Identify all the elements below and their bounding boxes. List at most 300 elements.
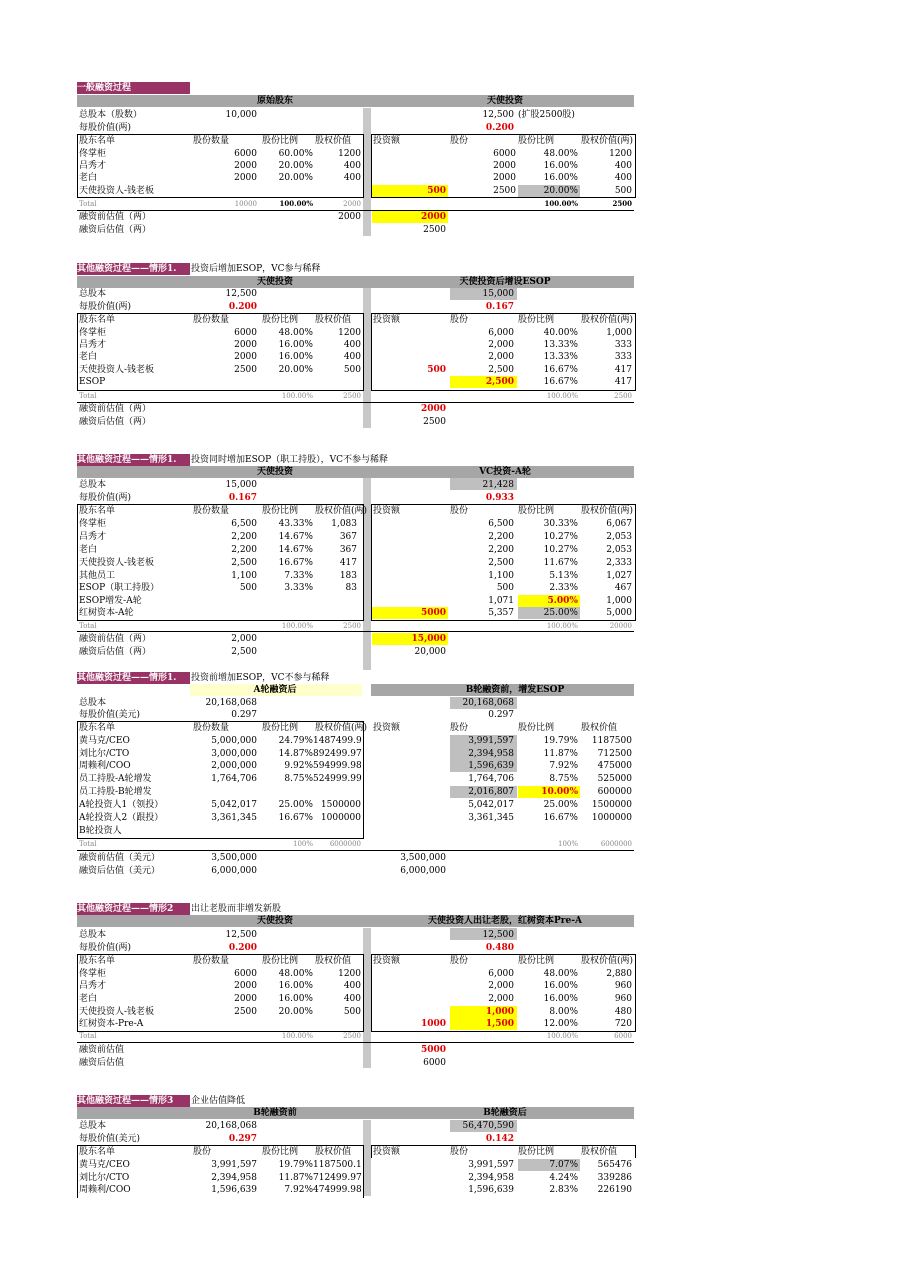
right-price: 0.200 xyxy=(485,123,514,133)
table-row-sh: 2,200 xyxy=(488,532,514,542)
section-tag: 其他融资过程——情形3 xyxy=(77,1095,190,1107)
col-val: 股权价值 xyxy=(315,1147,352,1157)
col-name: 股东名单 xyxy=(79,956,116,966)
table-row-name: A轮投资人1（领投） xyxy=(79,800,164,810)
table-row-pct2: 16.00% xyxy=(543,981,578,991)
table-row-pct2: 16.67% xyxy=(543,813,578,823)
col-pct: 股份比例 xyxy=(262,956,299,966)
table-row-qty: 3,361,345 xyxy=(211,813,257,823)
post-valuation-label: 融资后估值（两） xyxy=(79,225,152,235)
left-shares: 10,000 xyxy=(225,110,257,120)
pre-valuation: 3,500,000 xyxy=(400,853,446,863)
table-row-pct2: 20.00% xyxy=(543,186,578,196)
table-row-val2: 226190 xyxy=(597,1185,632,1195)
table-row-sh: 2,394,958 xyxy=(468,1173,514,1183)
col-pct2: 股份比例 xyxy=(518,723,555,733)
table-row-qty: 2,200 xyxy=(231,532,257,542)
table-row-val2: 525000 xyxy=(597,774,632,784)
col-sh: 股份 xyxy=(450,506,469,516)
table-row-pct2: 16.67% xyxy=(543,377,578,387)
table-row-name: 老白 xyxy=(79,994,98,1004)
post-valuation-left: 6,000,000 xyxy=(211,866,257,876)
total-label: Total xyxy=(79,200,97,208)
table-row-name: 黄马克/CEO xyxy=(79,736,130,746)
table-row-name: 老白 xyxy=(79,352,98,362)
pre-valuation: 5000 xyxy=(420,1045,446,1055)
table-row-val2: 400 xyxy=(614,173,632,183)
col-inv: 投资额 xyxy=(373,136,401,146)
table-row-name: ESOP增发-A轮 xyxy=(79,596,142,606)
table-row-inv: 500 xyxy=(427,365,446,375)
table-row-val: 417 xyxy=(339,558,357,568)
shares-label: 总股本 xyxy=(79,480,107,490)
total-label: Total xyxy=(79,392,97,400)
table-row-qty: 2000 xyxy=(234,352,257,362)
left-title: 天使投资 xyxy=(256,467,293,477)
divider xyxy=(77,850,634,851)
table-row-name: 天使投资人-钱老板 xyxy=(79,186,155,196)
table-row-qty: 2000 xyxy=(234,161,257,171)
table-row-pct2: 8.00% xyxy=(549,1007,578,1017)
table-row-pct2: 25.00% xyxy=(543,608,578,618)
pre-valuation: 15,000 xyxy=(411,634,446,644)
right-shares: 21,428 xyxy=(482,480,514,490)
table-row-pct: 7.92% xyxy=(284,1185,313,1195)
col-pct: 股份比例 xyxy=(262,723,299,733)
section-desc: 投资同时增加ESOP（职工持股），VC不参与稀释 xyxy=(191,455,389,465)
table-row-sh: 2,000 xyxy=(488,340,514,350)
col-qty: 股份数量 xyxy=(193,315,230,325)
total-pct: 100.00% xyxy=(281,392,313,400)
table-row-qty: 3,000,000 xyxy=(211,749,257,759)
table-row-pct2: 16.00% xyxy=(543,994,578,1004)
col-pct2: 股份比例 xyxy=(518,136,555,146)
table-row-pct: 16.67% xyxy=(278,813,313,823)
table-row-val: 400 xyxy=(343,340,361,350)
col-pct2: 股份比例 xyxy=(518,315,555,325)
table-row-pct: 24.79% xyxy=(278,736,313,746)
pre-valuation-label: 融资前估值（美元） xyxy=(79,853,161,863)
col-pct2: 股份比例 xyxy=(518,956,555,966)
table-row-sh: 1,071 xyxy=(488,596,514,606)
table-row-pct2: 13.33% xyxy=(543,340,578,350)
table-row-val2: 960 xyxy=(614,994,632,1004)
col-pct: 股份比例 xyxy=(262,136,299,146)
col-sh: 股份 xyxy=(450,956,469,966)
table-row-val2: 2,333 xyxy=(606,558,632,568)
table-row-pct: 48.00% xyxy=(278,328,313,338)
pre-valuation: 2000 xyxy=(420,212,446,222)
table-row-sh: 3,991,597 xyxy=(468,1160,514,1170)
table-row-sh: 6000 xyxy=(493,149,516,159)
col-pct2: 股份比例 xyxy=(518,1147,555,1157)
table-row-val2: 720 xyxy=(614,1019,632,1029)
table-row-val2: 467 xyxy=(614,583,632,593)
table-row-pct2: 4.24% xyxy=(549,1173,578,1183)
table-row-pct2: 2.83% xyxy=(549,1185,578,1195)
table-row-qty: 2,394,958 xyxy=(211,1173,257,1183)
section-tag: 其他融资过程——情形1. xyxy=(77,672,190,684)
table-row-qty: 2,200 xyxy=(231,545,257,555)
table-row-pct2: 5.13% xyxy=(549,571,578,581)
left-title: B轮融资前 xyxy=(253,1108,297,1118)
total-pct2: 100.00% xyxy=(546,622,578,630)
table-row-pct2: 11.87% xyxy=(543,749,578,759)
right-shares: 20,168,068 xyxy=(462,698,514,708)
price-label: 每股价值(两) xyxy=(79,493,132,503)
col-val2: 股权价值(两) xyxy=(581,956,634,966)
table-row-val2: 339286 xyxy=(597,1173,632,1183)
table-row-val: 400 xyxy=(343,994,361,1004)
post-valuation: 6000 xyxy=(423,1058,446,1068)
table-row-val: 400 xyxy=(343,173,361,183)
left-title: A轮融资后 xyxy=(253,685,297,695)
left-shares: 20,168,068 xyxy=(205,698,257,708)
total-val2: 20000 xyxy=(609,622,632,630)
post-valuation-left: 2,500 xyxy=(231,647,257,657)
right-price: 0.167 xyxy=(485,302,514,312)
table-row-val2: 565476 xyxy=(597,1160,632,1170)
table-row-val2: 1,000 xyxy=(606,596,632,606)
table-row-val: 1200 xyxy=(338,149,361,159)
table-row-qty: 1,764,706 xyxy=(211,774,257,784)
table-row-sh: 1,000 xyxy=(485,1007,514,1017)
table-row-name: 佟掌柜 xyxy=(79,519,107,529)
col-name: 股东名单 xyxy=(79,723,116,733)
table-row-name: ESOP xyxy=(79,377,106,387)
table-row-pct: 20.00% xyxy=(278,1007,313,1017)
table-row-name: 吕秀才 xyxy=(79,161,107,171)
post-valuation: 6,000,000 xyxy=(400,866,446,876)
col-sh: 股份 xyxy=(450,723,469,733)
total-pct: 100.00% xyxy=(279,199,313,208)
total-val: 6000000 xyxy=(329,840,361,848)
col-val2: 股权价值(两) xyxy=(581,315,634,325)
column-gap xyxy=(363,108,371,236)
table-row-inv: 500 xyxy=(427,186,446,196)
column-gap xyxy=(363,288,371,428)
total-val: 2500 xyxy=(343,622,361,630)
price-label: 每股价值(两) xyxy=(79,302,132,312)
table-row-name: 吕秀才 xyxy=(79,981,107,991)
table-row-sh: 2000 xyxy=(493,173,516,183)
table-row-val: 400 xyxy=(343,161,361,171)
table-row-pct2: 7.92% xyxy=(549,761,578,771)
table-row-qty: 6000 xyxy=(234,328,257,338)
right-price: 0.297 xyxy=(488,710,514,720)
table-row-pct: 14.67% xyxy=(278,532,313,542)
table-row-qty: 2000 xyxy=(234,340,257,350)
total-pct: 100.00% xyxy=(281,622,313,630)
table-row-name: 周赖利/COO xyxy=(79,1185,131,1195)
divider xyxy=(77,1042,634,1043)
table-row-name: B轮投资人 xyxy=(79,826,122,836)
table-row-sh: 1,100 xyxy=(488,571,514,581)
pre-valuation-label: 融资前估值（两） xyxy=(79,212,152,222)
col-pct: 股份比例 xyxy=(262,1147,299,1157)
right-shares: 15,000 xyxy=(482,289,514,299)
pre-valuation-left: 2000 xyxy=(338,212,361,222)
table-row-val: 367 xyxy=(339,545,357,555)
post-valuation-label: 融资后估值 xyxy=(79,1058,125,1068)
table-row-sh: 2000 xyxy=(493,161,516,171)
table-row-val2: 475000 xyxy=(597,761,632,771)
col-sh: 股份 xyxy=(450,315,469,325)
total-val: 2000 xyxy=(343,200,361,208)
total-label: Total xyxy=(79,622,97,630)
table-row-name: 其他员工 xyxy=(79,571,116,581)
table-row-name: 员工持股-A轮增发 xyxy=(79,774,152,784)
table-row-val: 524999.99 xyxy=(313,774,362,784)
table-row-val2: 2,880 xyxy=(606,969,632,979)
table-row-sh: 1,764,706 xyxy=(468,774,514,784)
table-row-val: 1200 xyxy=(338,328,361,338)
right-title: VC投资-A轮 xyxy=(479,467,531,477)
table-row-sh: 2,000 xyxy=(488,352,514,362)
left-price: 0.200 xyxy=(228,302,257,312)
table-row-val: 367 xyxy=(339,532,357,542)
total-pct2: 100% xyxy=(557,840,578,848)
table-row-val: 1,083 xyxy=(331,519,357,529)
shares-label: 总股本 xyxy=(79,698,107,708)
right-title: 天使投资 xyxy=(486,96,523,106)
section-tag: 其他融资过程——情形1. xyxy=(77,263,190,275)
table-row-qty: 2000 xyxy=(234,981,257,991)
right-price: 0.480 xyxy=(485,943,514,953)
shares-label: 总股本 xyxy=(79,289,107,299)
table-row-pct: 19.79% xyxy=(278,1160,313,1170)
left-shares: 12,500 xyxy=(225,930,257,940)
table-row-val2: 417 xyxy=(614,377,632,387)
left-shares: 12,500 xyxy=(225,289,257,299)
table-row-qty: 5,042,017 xyxy=(211,800,257,810)
table-row-name: 吕秀才 xyxy=(79,532,107,542)
price-label: 每股价值(美元) xyxy=(79,710,141,720)
right-price: 0.142 xyxy=(485,1134,514,1144)
post-valuation-label: 融资后估值（两） xyxy=(79,417,152,427)
col-pct2: 股份比例 xyxy=(518,506,555,516)
col-val: 股权价值 xyxy=(315,956,352,966)
col-name: 股东名单 xyxy=(79,1147,116,1157)
table-row-pct: 16.00% xyxy=(278,994,313,1004)
left-shares: 15,000 xyxy=(225,480,257,490)
table-row-name: 老白 xyxy=(79,173,98,183)
col-sh: 股份 xyxy=(450,1147,469,1157)
col-val2: 股权价值 xyxy=(581,1147,618,1157)
table-row-sh: 5,042,017 xyxy=(468,800,514,810)
table-row-pct2: 2.33% xyxy=(549,583,578,593)
post-valuation: 2500 xyxy=(423,225,446,235)
table-row-pct2: 19.79% xyxy=(543,736,578,746)
table-row-val2: 600000 xyxy=(597,787,632,797)
table-row-qty: 2,000,000 xyxy=(211,761,257,771)
table-row-pct: 60.00% xyxy=(278,149,313,159)
table-row-qty: 2500 xyxy=(234,365,257,375)
section-desc: 出让老股而非增发新股 xyxy=(191,904,282,914)
table-row-pct2: 10.27% xyxy=(543,532,578,542)
table-row-sh: 2,000 xyxy=(488,981,514,991)
table-row-val: 1000000 xyxy=(320,813,361,823)
table-row-qty: 1,100 xyxy=(231,571,257,581)
table-row-pct: 20.00% xyxy=(278,173,313,183)
table-row-qty: 2000 xyxy=(234,173,257,183)
section-tag: 一般融资过程 xyxy=(77,82,190,94)
table-row-inv: 1000 xyxy=(420,1019,446,1029)
table-row-name: 佟掌柜 xyxy=(79,149,107,159)
table-row-sh: 2,394,958 xyxy=(468,749,514,759)
right-shares-note: (扩股2500股) xyxy=(518,110,575,120)
left-price: 0.167 xyxy=(228,493,257,503)
table-row-name: 刘比尔/CTO xyxy=(79,749,130,759)
table-row-name: A轮投资人2（跟投） xyxy=(79,813,164,823)
pre-valuation-label: 融资前估值 xyxy=(79,1045,125,1055)
table-row-qty: 2500 xyxy=(234,1007,257,1017)
table-row-sh: 2,500 xyxy=(488,365,514,375)
table-row-val: 183 xyxy=(339,571,357,581)
table-row-val2: 1500000 xyxy=(591,800,632,810)
table-row-pct: 14.67% xyxy=(278,545,313,555)
col-val: 股权价值 xyxy=(315,315,352,325)
left-price: 0.297 xyxy=(228,1134,257,1144)
table-row-val: 594999.98 xyxy=(313,761,362,771)
table-row-name: 黄马克/CEO xyxy=(79,1160,130,1170)
table-row-val2: 6,067 xyxy=(606,519,632,529)
section-desc: 投资后增加ESOP，VC参与稀释 xyxy=(191,264,321,274)
shares-label: 总股本（股数） xyxy=(79,110,143,120)
table-row-val: 500 xyxy=(343,1007,361,1017)
table-row-sh: 2,016,807 xyxy=(468,787,514,797)
total-qty: 10000 xyxy=(234,200,257,208)
col-qty: 股份 xyxy=(193,1147,212,1157)
total-pct2: 100.00% xyxy=(544,199,578,208)
table-row-val: 500 xyxy=(343,365,361,375)
table-row-val2: 960 xyxy=(614,981,632,991)
table-row-val: 1200 xyxy=(338,969,361,979)
total-label: Total xyxy=(79,840,97,848)
total-val: 2500 xyxy=(343,1032,361,1040)
col-name: 股东名单 xyxy=(79,506,116,516)
table-row-pct2: 7.07% xyxy=(549,1160,578,1170)
table-row-pct: 20.00% xyxy=(278,161,313,171)
table-row-val2: 1,000 xyxy=(606,328,632,338)
table-row-pct: 43.33% xyxy=(278,519,313,529)
table-row-sh: 1,596,639 xyxy=(468,761,514,771)
table-row-val2: 2,053 xyxy=(606,532,632,542)
table-row-pct2: 48.00% xyxy=(543,969,578,979)
table-row-pct: 20.00% xyxy=(278,365,313,375)
left-title: 天使投资 xyxy=(256,916,293,926)
table-row-sh: 5,357 xyxy=(488,608,514,618)
table-row-name: 天使投资人-钱老板 xyxy=(79,1007,155,1017)
col-sh: 股份 xyxy=(450,136,469,146)
table-row-val: 712499.97 xyxy=(313,1173,362,1183)
table-row-name: 天使投资人-钱老板 xyxy=(79,365,155,375)
left-price: 0.297 xyxy=(231,710,257,720)
total-pct2: 100.00% xyxy=(546,1032,578,1040)
total-label: Total xyxy=(79,1032,97,1040)
price-label: 每股价值(美元) xyxy=(79,1134,141,1144)
table-row-pct2: 16.67% xyxy=(543,365,578,375)
col-inv: 投资额 xyxy=(373,506,401,516)
table-row-name: 佟掌柜 xyxy=(79,969,107,979)
total-pct: 100% xyxy=(292,840,313,848)
table-row-sh: 2,000 xyxy=(488,994,514,1004)
table-row-pct: 11.87% xyxy=(278,1173,313,1183)
table-row-val: 1487499.9 xyxy=(313,736,362,746)
total-val2: 2500 xyxy=(612,199,632,208)
table-row-pct2: 40.00% xyxy=(543,328,578,338)
table-row-pct2: 16.00% xyxy=(543,173,578,183)
left-title: 原始股东 xyxy=(256,96,293,106)
table-row-pct2: 11.67% xyxy=(543,558,578,568)
left-title: 天使投资 xyxy=(256,277,293,287)
total-pct: 100.00% xyxy=(281,1032,313,1040)
table-row-name: 红树资本-Pre-A xyxy=(79,1019,144,1029)
table-row-val: 83 xyxy=(345,583,357,593)
table-row-qty: 1,596,639 xyxy=(211,1185,257,1195)
col-inv: 投资额 xyxy=(373,956,401,966)
table-row-qty: 6000 xyxy=(234,149,257,159)
table-row-qty: 2,500 xyxy=(231,558,257,568)
table-row-sh: 3,361,345 xyxy=(468,813,514,823)
table-row-val2: 1187500 xyxy=(591,736,632,746)
right-price: 0.933 xyxy=(485,493,514,503)
table-row-pct: 14.87% xyxy=(278,749,313,759)
right-shares: 56,470,590 xyxy=(462,1121,514,1131)
section-desc: 企业估值降低 xyxy=(191,1096,246,1106)
table-row-sh: 3,991,597 xyxy=(468,736,514,746)
table-row-sh: 2,500 xyxy=(488,558,514,568)
post-valuation: 2500 xyxy=(423,417,446,427)
table-row-sh: 6,000 xyxy=(488,969,514,979)
section-desc: 投资前增加ESOP，VC不参与稀释 xyxy=(191,673,330,683)
table-row-qty: 6000 xyxy=(234,969,257,979)
table-row-pct2: 48.00% xyxy=(543,149,578,159)
table-row-val2: 500 xyxy=(614,186,632,196)
right-title: 天使投资人出让老股，红树资本Pre-A xyxy=(428,916,582,926)
table-row-name: 员工持股-B轮增发 xyxy=(79,787,152,797)
right-title: 天使投资后增设ESOP xyxy=(459,277,551,287)
section-tag: 其他融资过程——情形1. xyxy=(77,454,190,466)
column-gap xyxy=(363,928,371,1068)
col-qty: 股份数量 xyxy=(193,723,230,733)
table-row-val2: 712500 xyxy=(597,749,632,759)
table-row-val2: 1000000 xyxy=(591,813,632,823)
pre-valuation-left: 3,500,000 xyxy=(211,853,257,863)
table-row-pct2: 8.75% xyxy=(549,774,578,784)
col-inv: 投资额 xyxy=(373,315,401,325)
total-val: 2500 xyxy=(343,392,361,400)
table-row-pct: 9.92% xyxy=(284,761,313,771)
right-title: B轮融资前，增发ESOP xyxy=(465,685,565,695)
col-val2: 股权价值(两) xyxy=(581,136,634,146)
left-price: 0.200 xyxy=(228,943,257,953)
table-row-name: 天使投资人-钱老板 xyxy=(79,558,155,568)
table-row-val2: 1200 xyxy=(609,149,632,159)
table-row-val: 400 xyxy=(343,981,361,991)
table-row-name: ESOP（职工持股） xyxy=(79,583,160,593)
table-row-sh: 2,500 xyxy=(485,377,514,387)
total-val2: 6000 xyxy=(614,1032,632,1040)
table-row-val2: 417 xyxy=(614,365,632,375)
table-row-pct2: 13.33% xyxy=(543,352,578,362)
table-row-pct2: 12.00% xyxy=(543,1019,578,1029)
col-val2: 股权价值(两) xyxy=(581,506,634,516)
column-gap xyxy=(363,1120,371,1196)
table-row-pct2: 10.00% xyxy=(541,787,578,797)
table-row-pct2: 30.33% xyxy=(543,519,578,529)
table-row-sh: 2,200 xyxy=(488,545,514,555)
